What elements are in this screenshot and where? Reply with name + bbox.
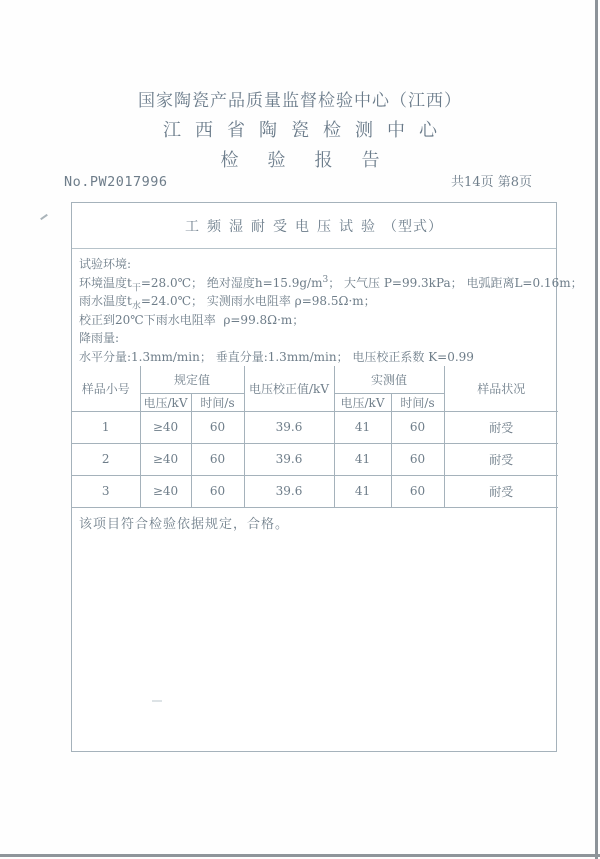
cell-corrected-voltage: 39.6 (244, 443, 334, 475)
test-title-main: 工频湿耐受电压试验 (185, 218, 383, 235)
subscript-water: 水 (131, 301, 141, 312)
cell-status: 耐受 (444, 411, 558, 443)
cell-meas-time: 60 (391, 411, 444, 443)
cell-status: 耐受 (444, 443, 558, 475)
subcol-spec-voltage: 电压/kV (140, 393, 191, 411)
scan-noise-mark (152, 700, 162, 702)
report-number: No.PW2017996 (64, 174, 168, 190)
table-row (72, 443, 558, 475)
col-header-corrected-voltage: 电压校正值/kV (244, 366, 334, 411)
cell-meas-time: 60 (391, 443, 444, 475)
env-text-part: =28.0℃； 绝对湿度h=15.9g/m (140, 275, 323, 290)
table-header-row-1 (72, 366, 558, 393)
scan-edge-right (595, 0, 598, 859)
cell-sample-no: 1 (72, 411, 140, 443)
cell-spec-time: 60 (191, 411, 244, 443)
scan-noise-mark (40, 214, 48, 220)
subscript-dry: 干 (131, 282, 141, 293)
col-header-sample-no: 样品小号 (72, 366, 140, 411)
env-text-part: 雨水温度t (79, 294, 132, 308)
subcol-meas-time: 时间/s (391, 393, 444, 411)
cell-corrected-voltage: 39.6 (244, 475, 334, 507)
env-line-rainfall-components: 水平分量:1.3mm/min； 垂直分量:1.3mm/min； 电压校正系数 K=0.99 (79, 349, 474, 364)
env-text-part: =24.0℃； 实测雨水电阻率 ρ=98.5Ω·m； (140, 294, 376, 308)
org-name-line1: 国家陶瓷产品质量监督检验中心（江西） (138, 91, 462, 111)
env-text-part: ； 大气压 P=99.3kPa； 电弧距离L=0.16m； (328, 275, 583, 290)
col-header-specified: 规定值 (140, 366, 244, 393)
cell-spec-time: 60 (191, 443, 244, 475)
cell-meas-time: 60 (391, 475, 444, 507)
test-environment-section (72, 249, 583, 366)
env-heading: 试验环境: (79, 257, 132, 271)
env-line-rainwater (79, 292, 552, 311)
env-rainfall-heading: 降雨量: (79, 331, 120, 345)
results-table (72, 366, 558, 508)
cell-corrected-voltage: 39.6 (244, 411, 334, 443)
cell-meas-voltage: 41 (334, 475, 391, 507)
subcol-spec-time: 时间/s (191, 393, 244, 411)
cell-spec-voltage: ≥40 (140, 475, 191, 507)
col-header-measured: 实测值 (334, 366, 444, 393)
cell-spec-time: 60 (191, 475, 244, 507)
cell-sample-no: 3 (72, 475, 140, 507)
env-text-part: 环境温度t (79, 275, 132, 290)
test-title-suffix: （型式） (383, 218, 443, 235)
cell-sample-no: 2 (72, 443, 140, 475)
document-title: 检验报告 (220, 150, 409, 171)
org-name-line2: 江西省陶瓷检测中心 (163, 120, 451, 141)
cell-spec-voltage: ≥40 (140, 443, 191, 475)
col-header-sample-status: 样品状况 (444, 366, 558, 411)
cell-meas-voltage: 41 (334, 411, 391, 443)
test-title (72, 203, 556, 249)
superscript-cubed: 3 (322, 274, 329, 285)
cell-spec-voltage: ≥40 (140, 411, 191, 443)
table-row (72, 475, 558, 507)
table-row (72, 411, 558, 443)
cell-status: 耐受 (444, 475, 558, 507)
env-line-corrected-resistivity: 校正到20℃下雨水电阻率 ρ=99.8Ω·m； (79, 312, 305, 327)
cell-meas-voltage: 41 (334, 443, 391, 475)
conclusion-text: 该项目符合检验依据规定，合格。 (79, 517, 290, 532)
report-frame (71, 202, 583, 752)
scan-edge-bottom (0, 854, 600, 857)
env-line-ambient (79, 274, 583, 293)
page-indicator: 共14页 第8页 (451, 175, 532, 190)
subcol-meas-voltage: 电压/kV (334, 393, 391, 411)
